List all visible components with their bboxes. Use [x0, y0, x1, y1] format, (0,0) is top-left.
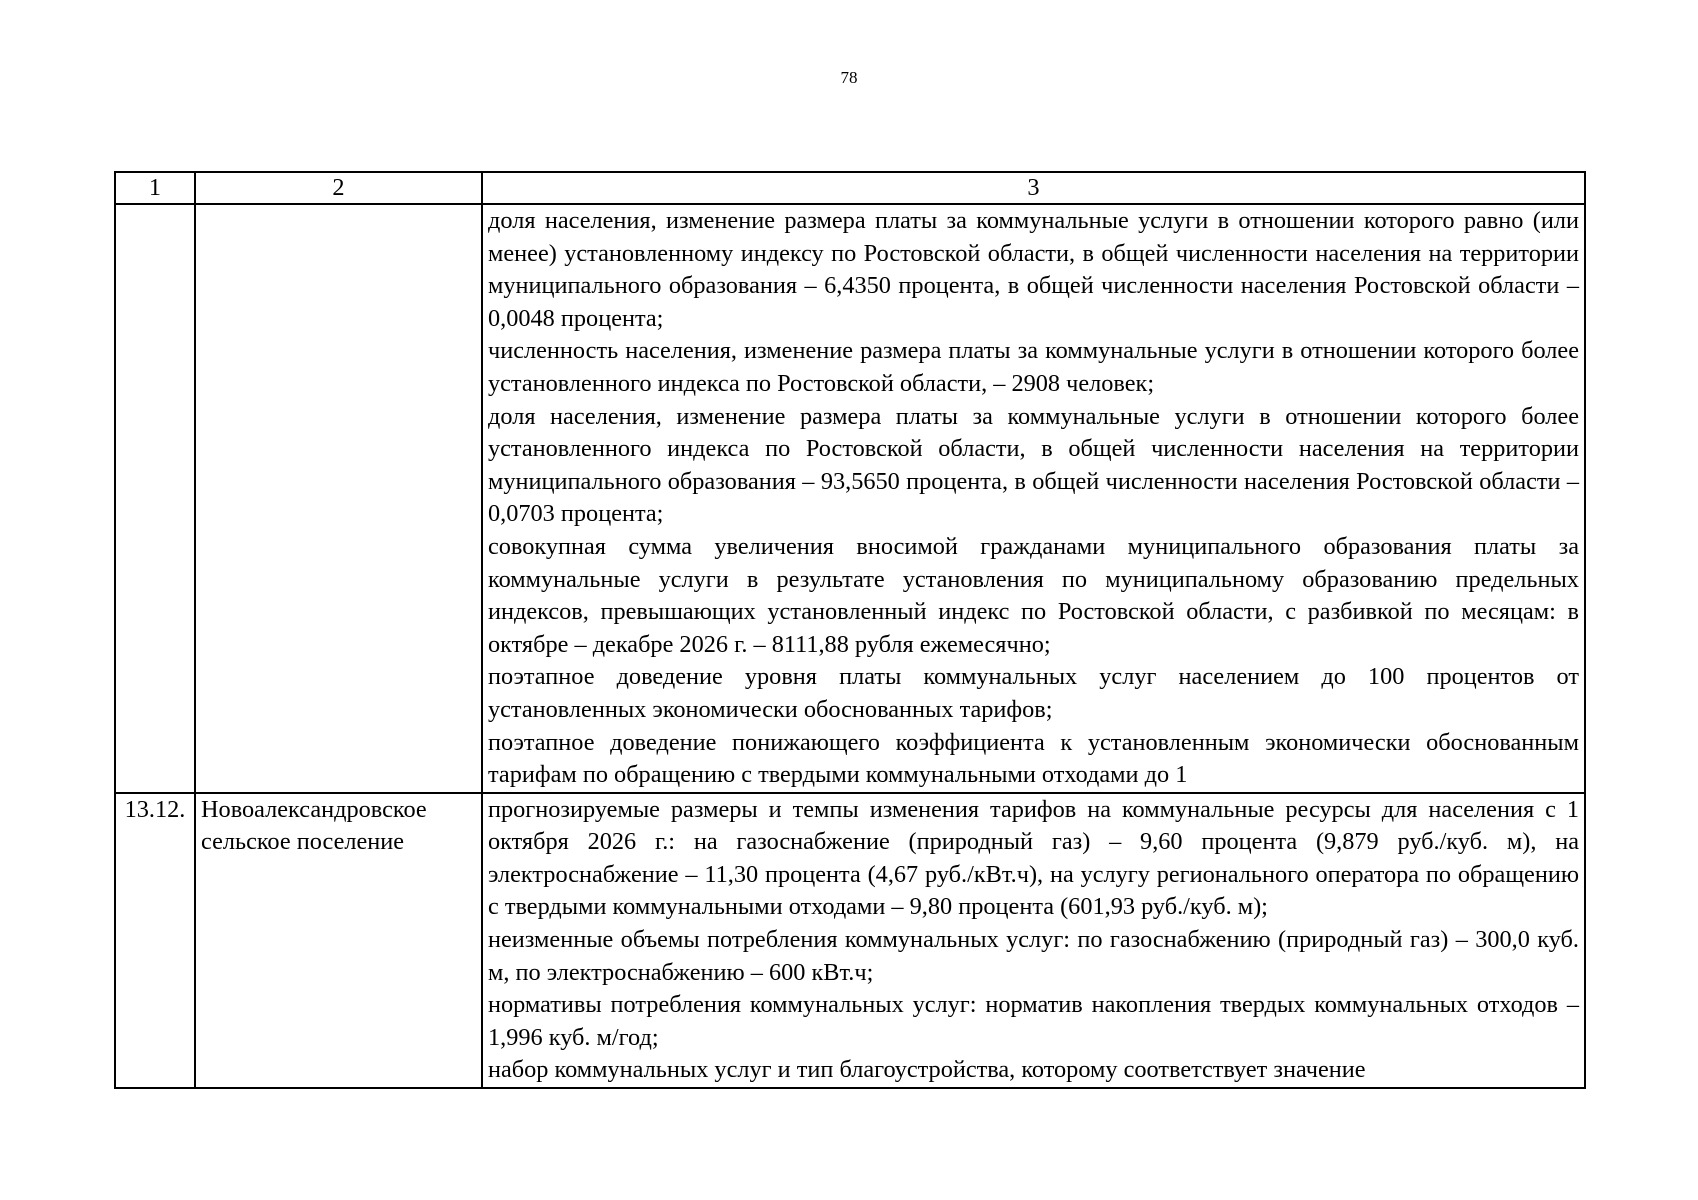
column-header-1: 1 — [115, 172, 195, 204]
table-row — [115, 204, 1585, 793]
description-paragraph: набор коммунальных услуг и тип благоустройства, которому соответствует значение — [488, 1056, 1366, 1084]
description-paragraph: доля населения, изменение размера платы за коммунальные услуги в отношении которого более установленного индекса по Ростовской области, в общей численности населения на территории муниципального образования – 93,5650 процента, в общей численности населения Ростовской области – 0,0703 процента; — [488, 402, 1579, 528]
settlement-name-cell — [195, 204, 482, 793]
column-header-3: 3 — [482, 172, 1585, 204]
description-paragraph: нормативы потребления коммунальных услуг: норматив накопления твердых коммунальных отходов – 1,996 куб. м/год; — [488, 991, 1579, 1051]
page-number: 78 — [840, 68, 858, 87]
description-cell — [482, 793, 1585, 1088]
row-number-cell — [115, 204, 195, 793]
description-paragraph: поэтапное доведение уровня платы коммунальных услуг населением до 100 процентов от установленных экономически обоснованных тарифов; — [488, 663, 1579, 723]
description-paragraph: численность населения, изменение размера платы за коммунальные услуги в отношении которого более установленного индекса по Ростовской области, – 2908 человек; — [488, 337, 1579, 397]
description-paragraph: доля населения, изменение размера платы за коммунальные услуги в отношении которого равно (или менее) установленному индексу по Ростовской области, в общей численности населения на территории муниципального образования – 6,4350 процента, в общей численности населения Ростовской области – 0,0048 процента; — [488, 207, 1579, 332]
description-paragraph: совокупная сумма увеличения вносимой гражданами муниципального образования платы за коммунальные услуги в результате установления по муниципальному образованию предельных индексов, превышающих установленный индекс по Ростовской области, с разбивкой по месяцам: в октябре – декабре 2026 г. – 8111,88 рубля ежемесячно; — [488, 532, 1579, 658]
row-number-cell: 13.12. — [115, 793, 195, 1088]
settlement-name-cell: Новоалександровское сельское поселение — [195, 793, 482, 1088]
description-paragraph: прогнозируемые размеры и темпы изменения тарифов на коммунальные ресурсы для населения с 1 октября 2026 г.: на газоснабжение (природный газ) – 9,60 процента (9,879 руб./куб. м), на электроснабжение – 11,30 процента (4,67 руб./кВт.ч), на услугу регионального оператора по обращению с твердыми коммунальными отходами – 9,80 процента (601,93 руб./куб. м); — [488, 795, 1579, 921]
description-paragraph: поэтапное доведение понижающего коэффициента к установленным экономически обоснованным тарифам по обращению с твердыми коммунальными отходами до 1 — [488, 728, 1579, 789]
column-header-2: 2 — [195, 172, 482, 204]
description-cell — [482, 204, 1585, 793]
table-row — [115, 793, 1585, 1088]
description-paragraph: неизменные объемы потребления коммунальных услуг: по газоснабжению (природный газ) – 300,0 куб. м, по электроснабжению – 600 кВт.ч; — [488, 926, 1579, 986]
document-table — [114, 171, 1586, 1089]
table-header-row — [115, 172, 1585, 204]
